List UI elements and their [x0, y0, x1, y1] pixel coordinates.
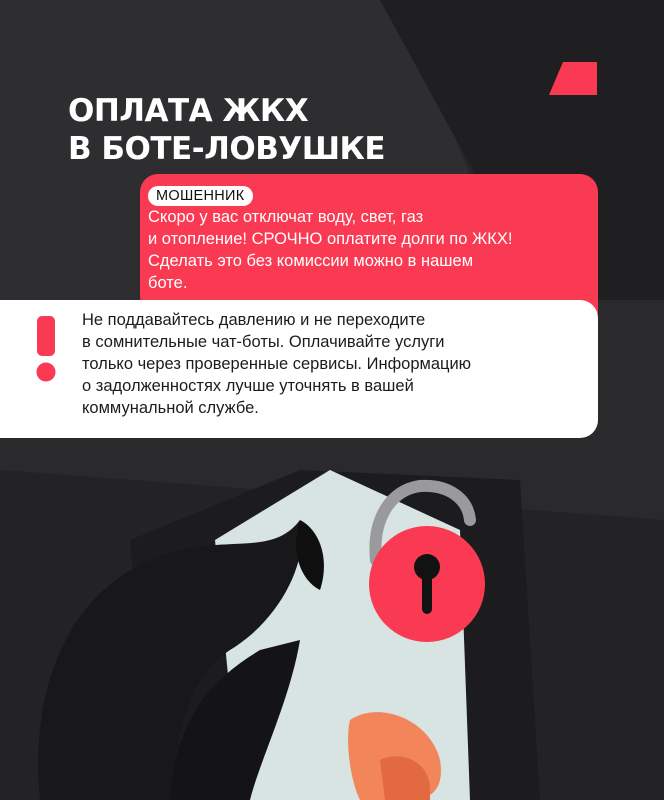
scammer-line: и отопление! СРОЧНО оплатите долги по ЖКХ! — [148, 230, 513, 248]
warning-text — [82, 309, 582, 419]
scammer-message-text — [148, 206, 588, 294]
scammer-line: Сделать это без комиссии можно в нашем — [148, 252, 474, 270]
warning-line: в сомнительные чат-боты. Оплачивайте услуги — [82, 333, 445, 351]
scammer-tag: МОШЕННИК — [148, 186, 253, 206]
page-title — [68, 92, 385, 168]
scammer-line: Скоро у вас отключат воду, свет, газ — [148, 208, 424, 226]
exclamation-icon — [36, 316, 56, 382]
title-line-1: ОПЛАТА ЖКХ — [68, 93, 309, 129]
warning-line: о задолженностях лучше уточнять в вашей — [82, 377, 414, 395]
warning-line: коммунальной службе. — [82, 399, 259, 417]
title-line-2: В БОТЕ-ЛОВУШКЕ — [68, 131, 386, 167]
warning-line: Не поддавайтесь давлению и не переходите — [82, 311, 426, 329]
scammer-line: боте. — [148, 274, 188, 292]
warning-line: только через проверенные сервисы. Информацию — [82, 355, 472, 373]
